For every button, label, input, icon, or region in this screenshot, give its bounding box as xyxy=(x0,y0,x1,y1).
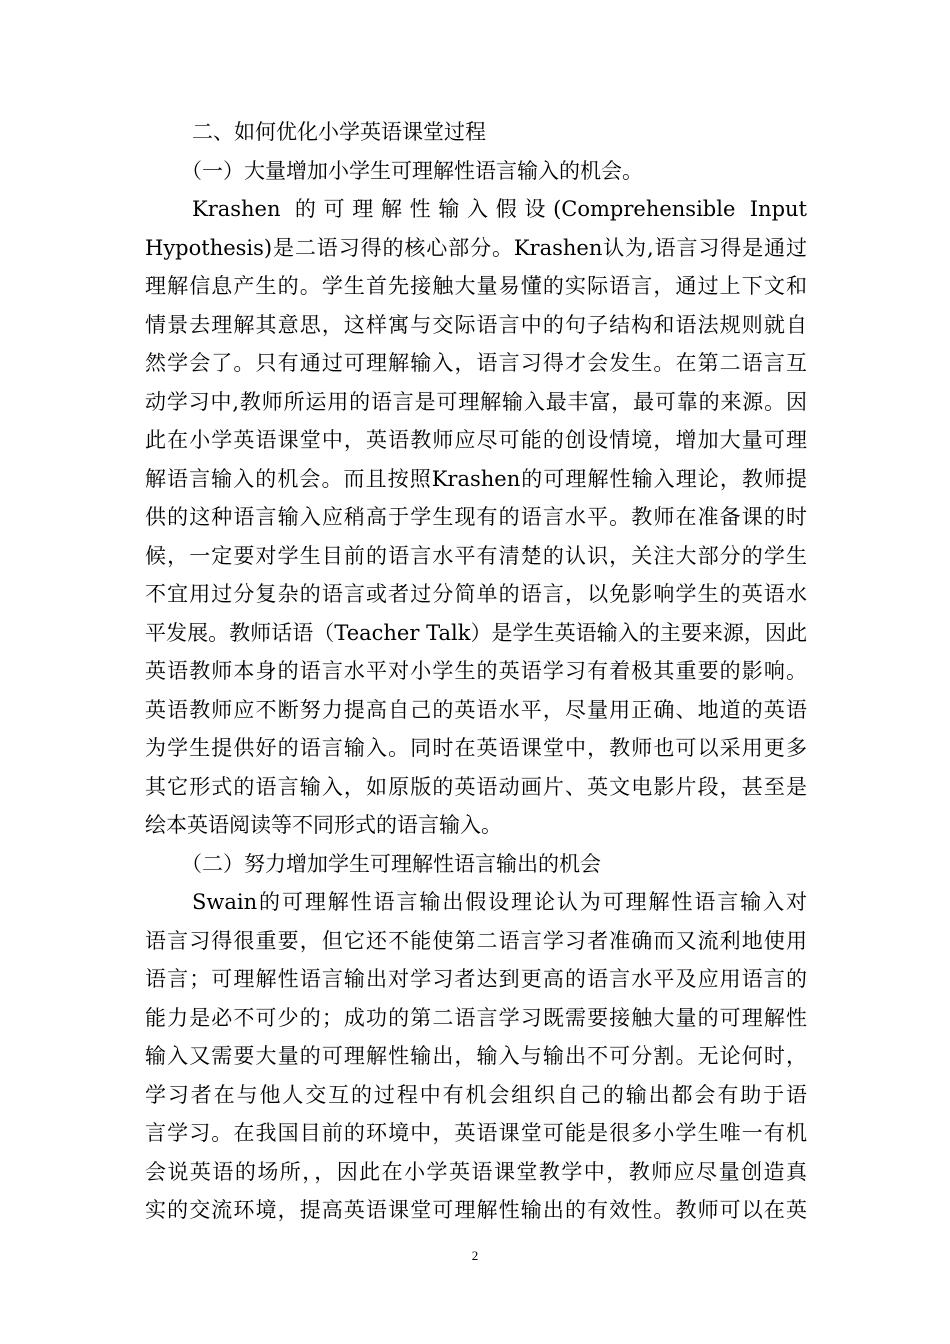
paragraph-line: Hypothesis)是二语习得的核心部分。Krashen认为,语言习得是通过 xyxy=(145,235,807,260)
page-number: 2 xyxy=(471,1248,479,1263)
paragraph-line: 会说英语的场所，，因此在小学英语课堂教学中，教师应尽量创造真 xyxy=(145,1159,807,1184)
paragraph-line: 英语教师应不断努力提高自己的英语水平，尽量用正确、地道的英语 xyxy=(145,697,807,722)
paragraph-line: 语言习得很重要，但它还不能使第二语言学习者准确而又流利地使用 xyxy=(145,928,807,953)
paragraph-line: 语言；可理解性语言输出对学习者达到更高的语言水平及应用语言的 xyxy=(145,967,807,991)
paragraph-line: 此在小学英语课堂中，英语教师应尽可能的创设情境，增加大量可理 xyxy=(145,428,807,452)
paragraph-line: 候，一定要对学生目前的语言水平有清楚的认识，关注大部分的学生 xyxy=(145,543,807,568)
paragraph-line: 理解信息产生的。学生首先接触大量易懂的实际语言，通过上下文和 xyxy=(145,274,807,298)
paragraph-line: 动学习中,教师所运用的语言是可理解输入最丰富，最可靠的来源。因 xyxy=(145,389,807,414)
paragraph-line: 不宜用过分复杂的语言或者过分简单的语言，以免影响学生的英语水 xyxy=(145,582,807,606)
paragraph-line: 输入又需要大量的可理解性输出，输入与输出不可分割。无论何时， xyxy=(145,1044,807,1068)
paragraph-line: 实的交流环境，提高英语课堂可理解性输出的有效性。教师可以在英 xyxy=(145,1198,807,1222)
document-body xyxy=(145,113,807,1230)
section-heading: 二、如何优化小学英语课堂过程 xyxy=(192,120,486,144)
paragraph-line: 其它形式的语言输入，如原版的英语动画片、英文电影片段，甚至是 xyxy=(145,774,807,799)
paragraph-line: 言学习。在我国目前的环境中，英语课堂可能是很多小学生唯一有机 xyxy=(145,1121,807,1145)
paragraph-line: 解语言输入的机会。而且按照Krashen的可理解性输入理论，教师提 xyxy=(145,466,807,491)
paragraph-line: 情景去理解其意思，这样寓与交际语言中的句子结构和语法规则就自 xyxy=(145,312,807,337)
paragraph-line: 为学生提供好的语言输入。同时在英语课堂中，教师也可以采用更多 xyxy=(145,736,807,760)
paragraph-line: 供的这种语言输入应稍高于学生现有的语言水平。教师在准备课的时 xyxy=(145,505,807,529)
paragraph-line: 英语教师本身的语言水平对小学生的英语学习有着极其重要的影响。 xyxy=(145,659,807,683)
paragraph-line: 学习者在与他人交互的过程中有机会组织自己的输出都会有助于语 xyxy=(145,1082,807,1107)
subsection-2-paragraph xyxy=(145,883,807,1230)
subsection-2-heading: （二）努力增加学生可理解性语言输出的机会 xyxy=(181,851,601,876)
subsection-1-paragraph xyxy=(145,190,807,845)
paragraph-line: 然学会了。只有通过可理解输入，语言习得才会发生。在第二语言互 xyxy=(145,351,807,375)
paragraph-line: 平发展。教师话语（Teacher Talk）是学生英语输入的主要来源，因此 xyxy=(145,620,807,645)
paragraph-line: 绘本英语阅读等不同形式的语言输入。 xyxy=(145,813,502,837)
paragraph-line: Swain的可理解性语言输出假设理论认为可理解性语言输入对 xyxy=(192,890,807,914)
subsection-1-heading: （一）大量增加小学生可理解性语言输入的机会。 xyxy=(181,158,643,183)
paragraph-line: Krashen 的可理解性输入假设(Comprehensible Input xyxy=(192,197,807,221)
paragraph-line: 能力是必不可少的；成功的第二语言学习既需要接触大量的可理解性 xyxy=(145,1005,807,1030)
